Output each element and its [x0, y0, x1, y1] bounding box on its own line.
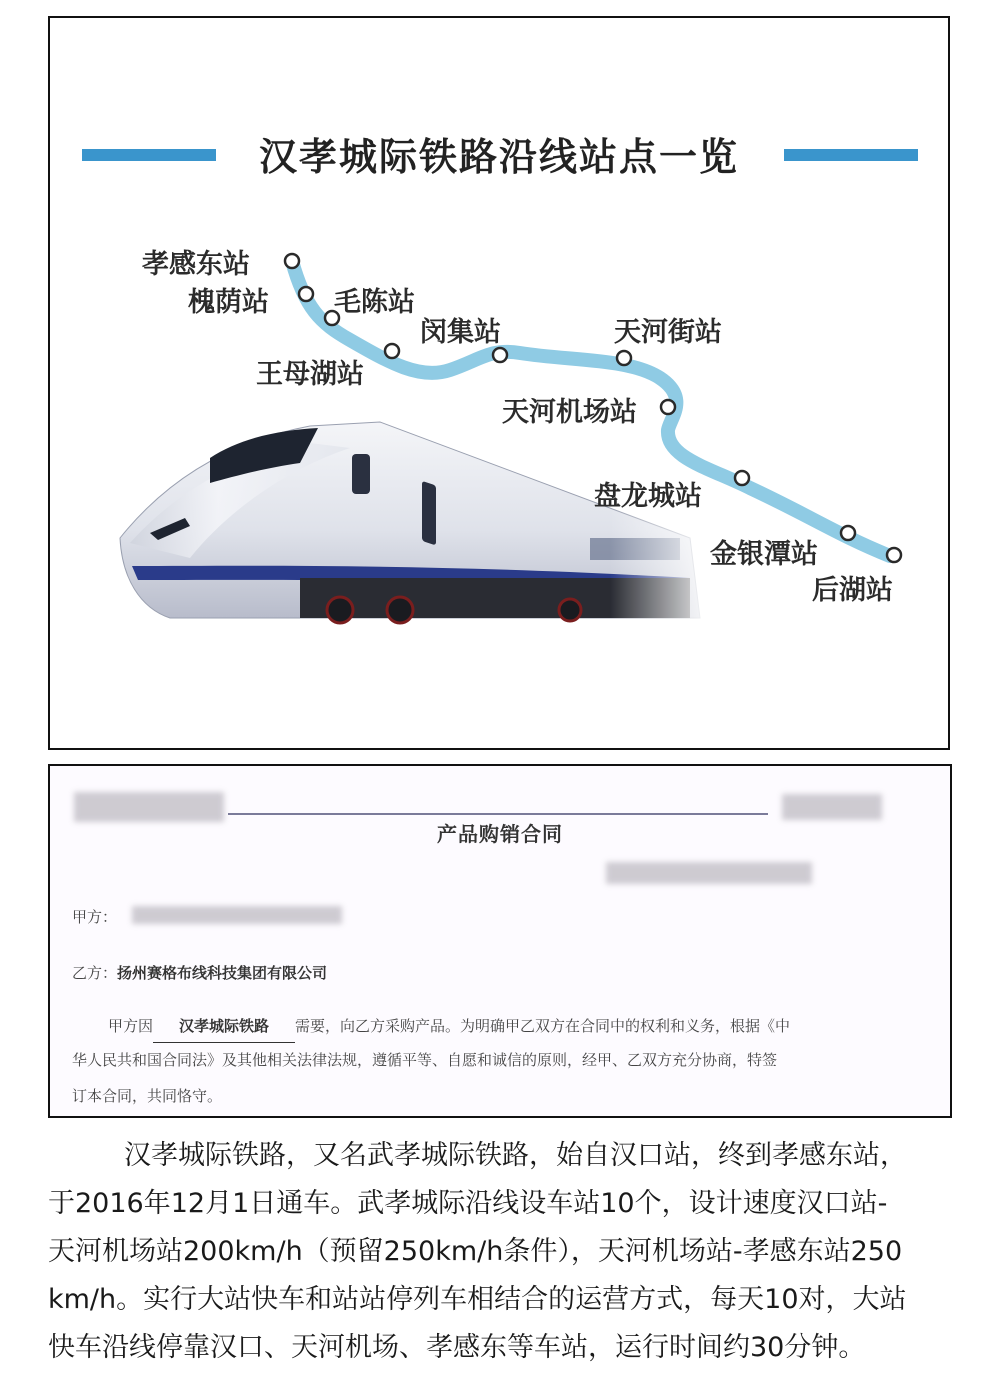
station-label: 天河机场站	[502, 397, 637, 428]
paragraph-line-5: 快车沿线停靠汉口、天河机场、孝感东等车站，运行时间约30分钟。	[48, 1332, 866, 1363]
redacted-party-a	[132, 906, 342, 924]
redacted-contract-number	[606, 862, 812, 884]
station-label: 闵集站	[420, 317, 501, 348]
station-node	[661, 400, 675, 414]
station-node	[299, 287, 313, 301]
station-label: 槐荫站	[188, 287, 269, 318]
paragraph-line-2: 于2016年12月1日通车。武孝城际沿线设车站10个，设计速度汉口站-	[48, 1188, 888, 1219]
party-a-label: 甲方：	[72, 908, 118, 926]
station-label: 王母湖站	[256, 359, 364, 390]
station-label: 盘龙城站	[594, 481, 702, 512]
contract-body-line-2: 华人民共和国合同法》及其他相关法律法规，遵循平等、自愿和诚信的原则，经甲、乙双方充分协商，特签	[72, 1051, 778, 1069]
party-a-row	[72, 906, 117, 927]
map-title: 汉孝城际铁路沿线站点一览	[258, 135, 739, 179]
paragraph-line-1: 汉孝城际铁路，又名武孝城际铁路，始自汉口站，终到孝感东站，	[124, 1140, 907, 1171]
station-node	[887, 548, 901, 562]
contract-body-line1-suffix: 需要，向乙方采购产品。为明确甲乙双方在合同中的权利和义务，根据《中	[295, 1017, 791, 1035]
station-label: 后湖站	[812, 575, 893, 606]
description-paragraph	[48, 1132, 958, 1372]
contract-panel	[48, 764, 952, 1118]
station-label: 毛陈站	[334, 287, 415, 318]
contract-body-line-1	[108, 1010, 952, 1043]
header-rule	[228, 813, 768, 815]
party-b-label: 乙方：	[72, 964, 118, 982]
station-label: 天河街站	[614, 317, 722, 348]
station-node	[493, 348, 507, 362]
station-node	[841, 526, 855, 540]
station-label: 金银潭站	[710, 539, 818, 570]
paragraph-line-4: km/h。实行大站快车和站站停列车相结合的运营方式，每天10对，大站	[48, 1284, 907, 1315]
contract-body-line-3: 订本合同，共同恪守。	[72, 1087, 223, 1105]
redacted-header-right	[782, 794, 882, 820]
station-label: 孝感东站	[142, 249, 250, 280]
paragraph-line-3: 天河机场站200km/h（预留250km/h条件），天河机场站-孝感东站250	[48, 1236, 903, 1267]
station-node	[617, 351, 631, 365]
contract-title: 产品购销合同	[437, 822, 563, 846]
route-map-panel	[48, 16, 950, 750]
station-node	[385, 344, 399, 358]
station-node	[285, 254, 299, 268]
contract-body-prefix: 甲方因	[108, 1017, 154, 1035]
party-b-row	[72, 962, 327, 983]
train-illustration	[120, 422, 720, 628]
route-map	[50, 18, 950, 750]
party-b-name: 扬州赛格布线科技集团有限公司	[117, 964, 328, 982]
station-node	[735, 471, 749, 485]
project-name: 汉孝城际铁路	[153, 1010, 295, 1043]
